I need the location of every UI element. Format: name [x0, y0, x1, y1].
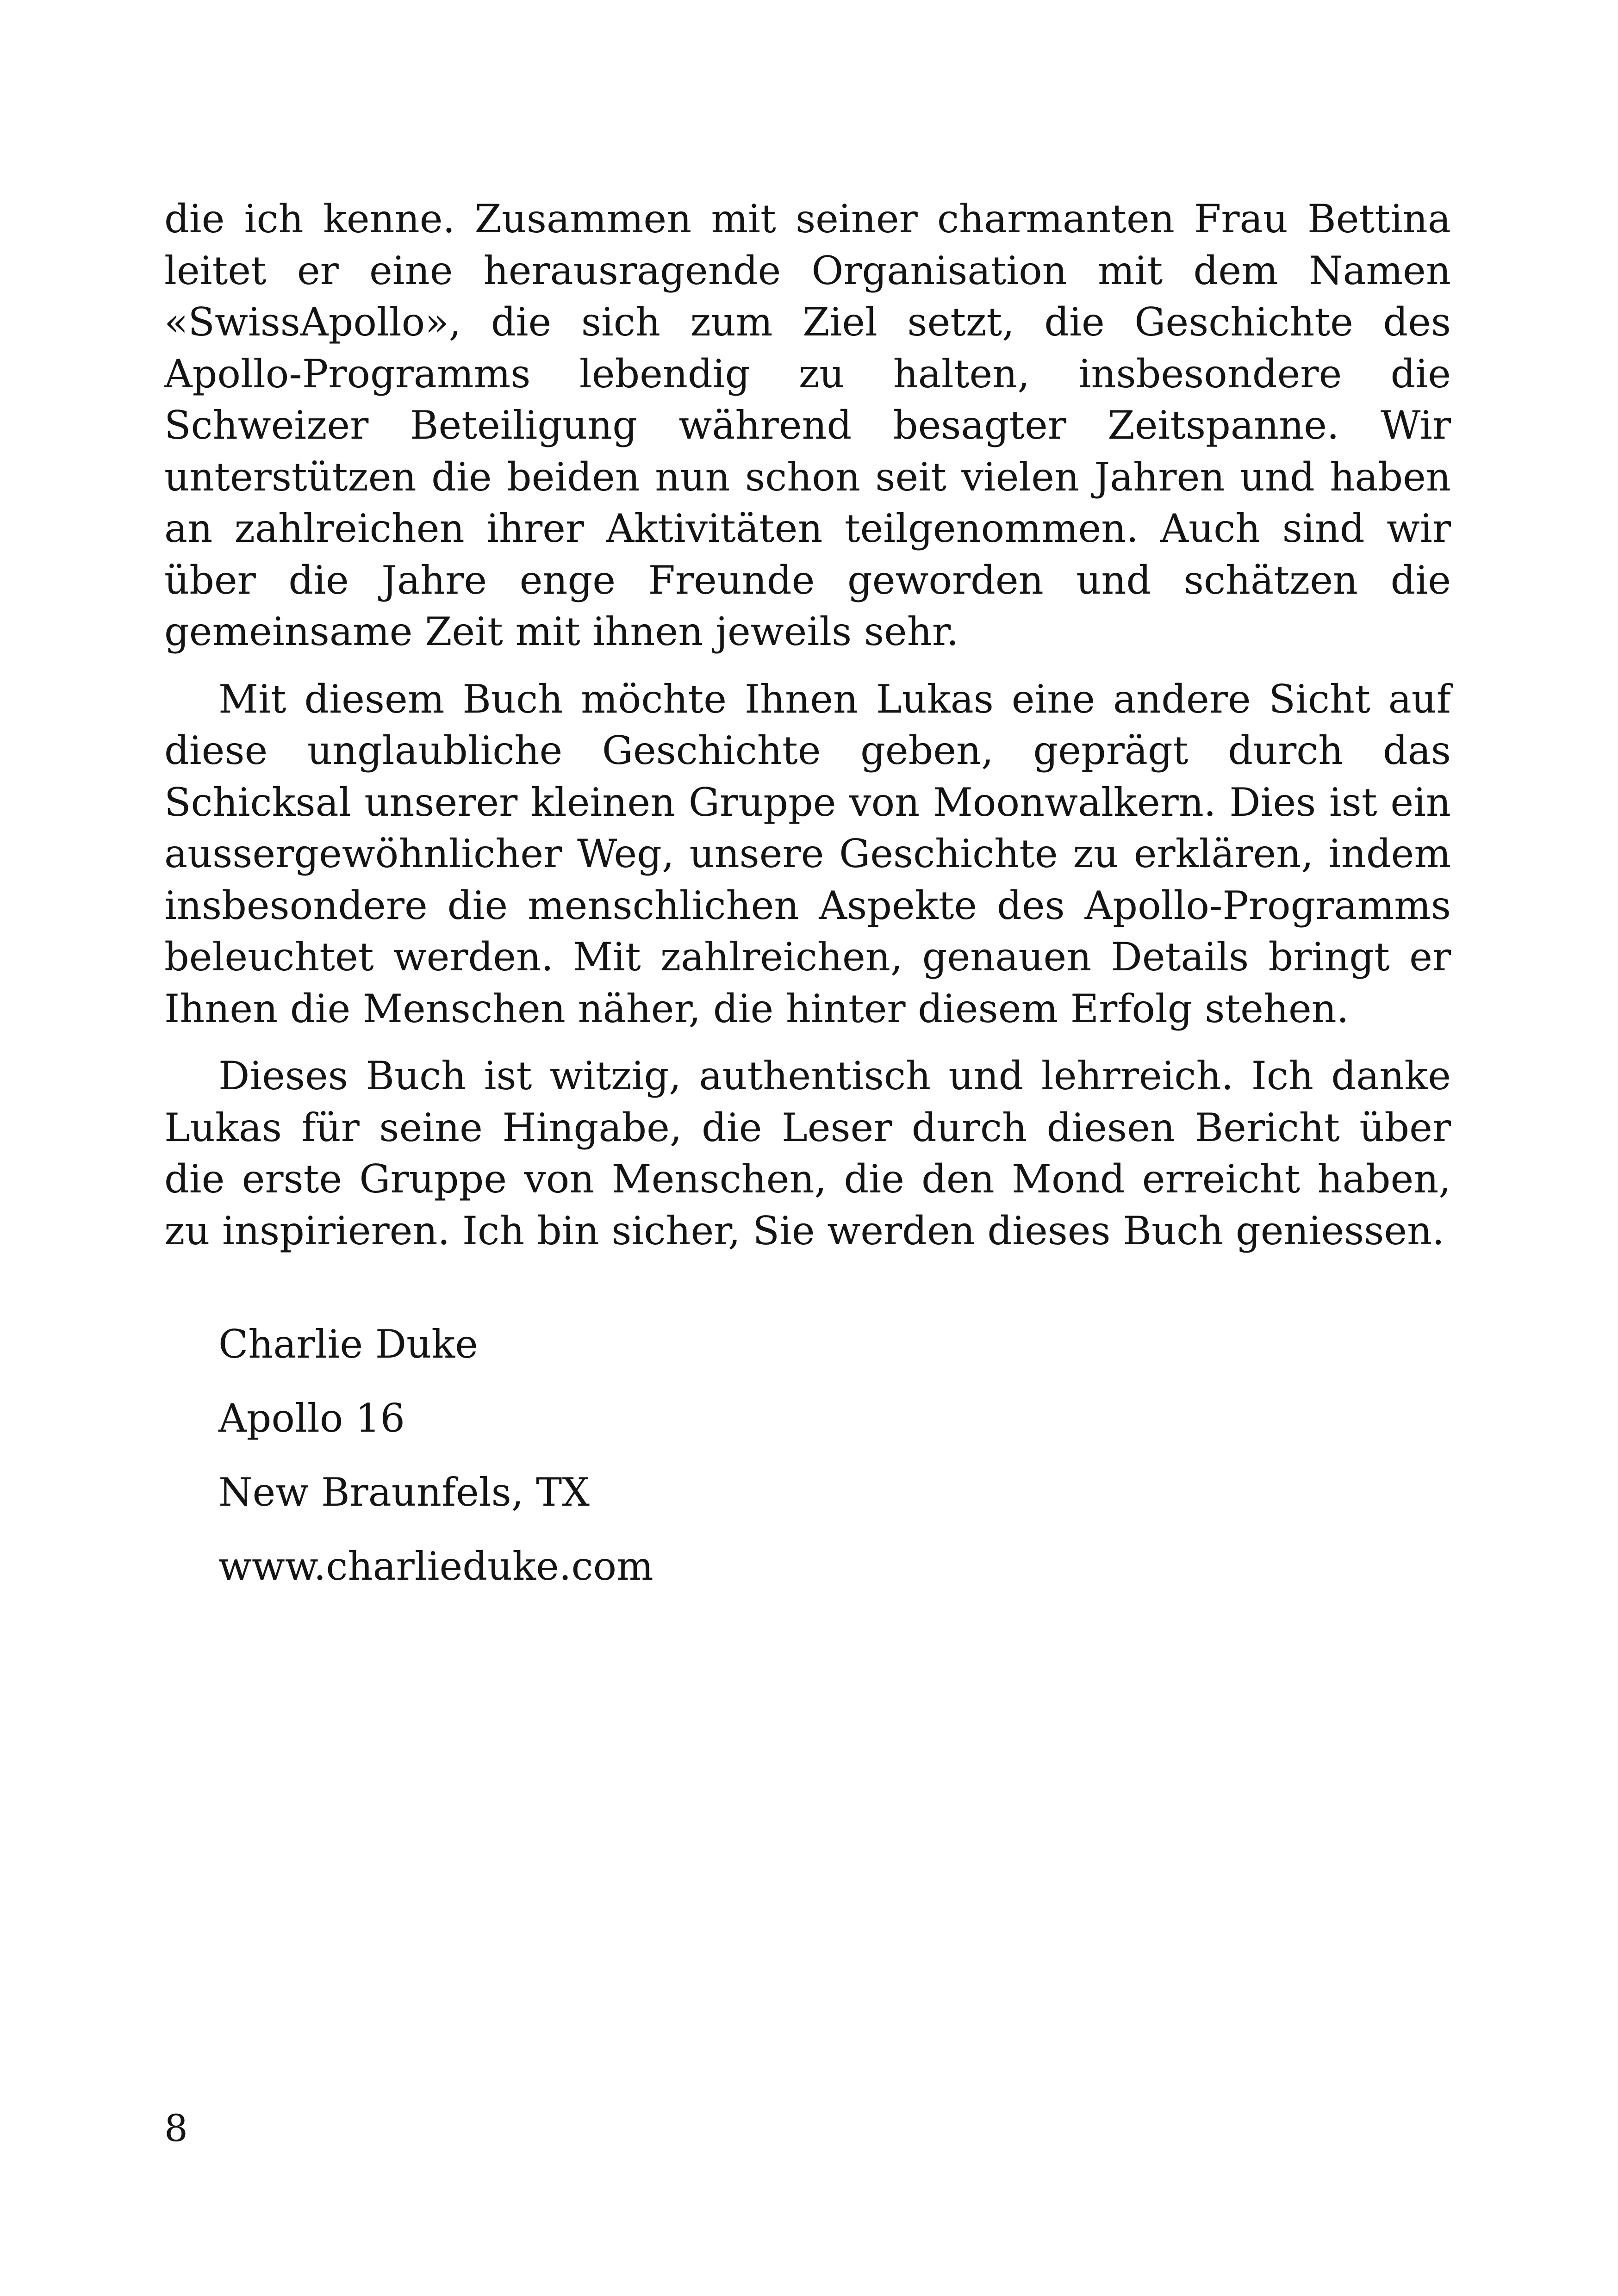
page-number: 8 — [164, 2107, 188, 2150]
body-text — [164, 193, 1451, 1257]
signature-website: www.charlieduke.com — [218, 1544, 653, 1589]
paragraph: Mit diesem Buch möchte Ihnen Lukas eine andere Sicht auf diese unglaubliche Geschichte geben, geprägt durch das Schicksal unserer kleinen Gruppe von Moonwalkern. Dies ist ein aussergewöhnlicher Weg, unsere Geschichte zu erklären, indem insbesondere die menschlichen Aspekte des Apollo-Programms beleuchtet werden. Mit zahlreichen, genauen Details bringt er Ihnen die Menschen näher, die hinter diesem Erfolg stehen. — [164, 676, 1451, 1031]
signature-name: Charlie Duke — [218, 1322, 478, 1367]
signature-block — [218, 1307, 653, 1603]
paragraph-continuation: die ich kenne. Zusammen mit seiner charmanten Frau Bettina leitet er eine herausragende Organisation mit dem Namen «SwissApollo», die sich zum Ziel setzt, die Geschichte des Apollo-Programms lebendig zu halten, insbesondere die Schweizer Beteiligung während besagter Zeitspanne. Wir unterstützen die beiden nun schon seit vielen Jahren und haben an zahlreichen ihrer Aktivitäten teilgenommen. Auch sind wir über die Jahre enge Freunde geworden und schätzen die gemeinsame Zeit mit ihnen jeweils sehr. — [164, 196, 1451, 654]
signature-location: New Braunfels, TX — [218, 1470, 590, 1515]
paragraph: Dieses Buch ist witzig, authentisch und lehrreich. Ich danke Lukas für seine Hingabe, die Leser durch diesen Bericht über die erste Gruppe von Menschen, die den Mond erreicht haben, zu inspirieren. Ich bin sicher, Sie werden dieses Buch geniessen. — [164, 1053, 1451, 1253]
signature-mission: Apollo 16 — [218, 1396, 405, 1441]
